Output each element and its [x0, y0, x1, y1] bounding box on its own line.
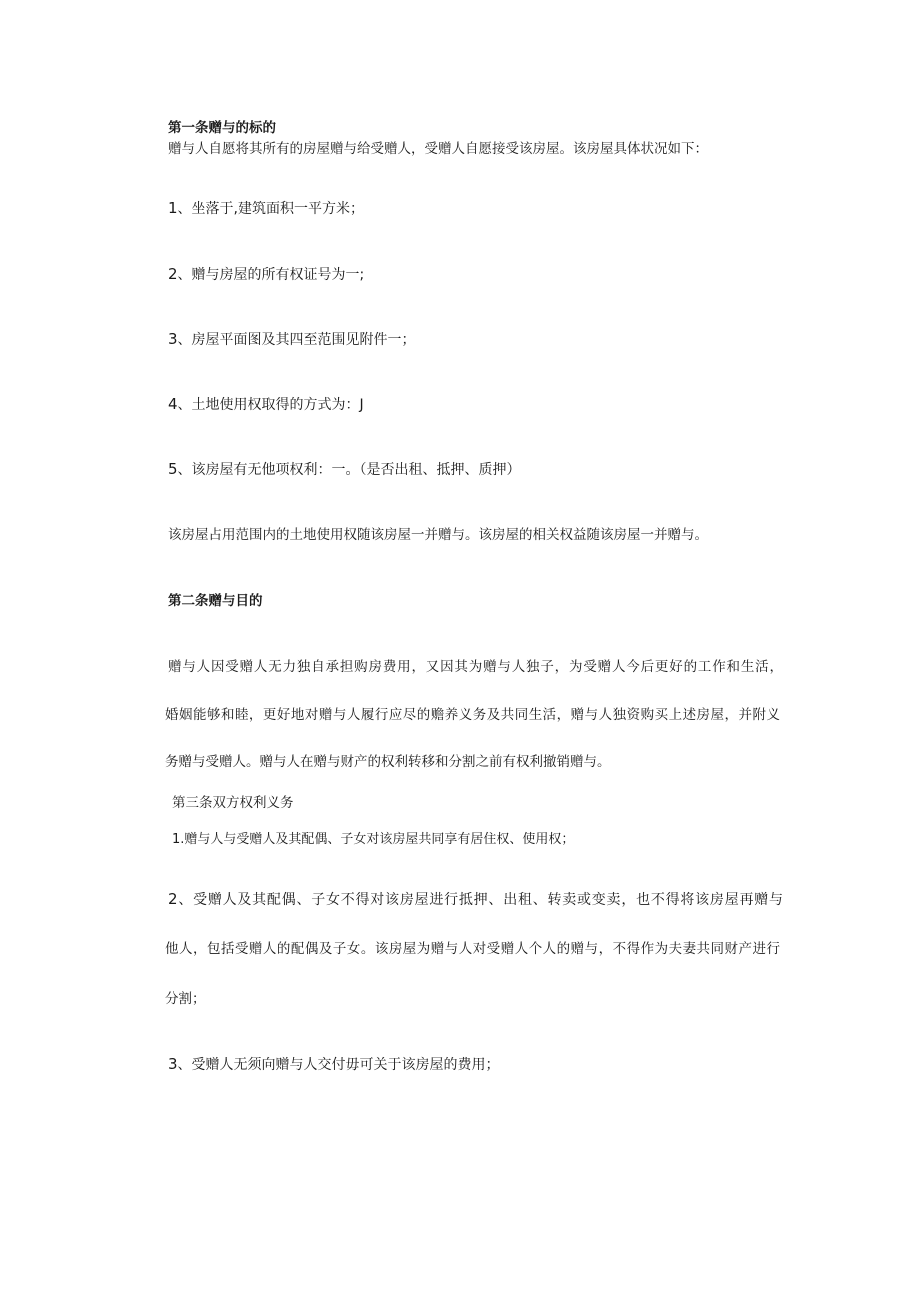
- article1-item-4: [168, 395, 364, 414]
- article1-heading: 第一条赠与的标的: [168, 120, 276, 136]
- item-number: 3: [168, 330, 178, 348]
- article1-item-1: [168, 199, 364, 218]
- article2-line-3: 务赠与受赠人。赠与人在赠与财产的权利转移和分割之前有权利撤销赠与。: [165, 754, 611, 770]
- item-number: 2: [168, 265, 178, 283]
- item-text: 、受赠人无须向赠与人交付毋可关于该房屋的费用；: [177, 1057, 500, 1073]
- item-text: 、该房屋有无他项权利：一。（是否出租、抵押、质押）: [177, 462, 521, 478]
- article2-line-2: 婚姻能够和睦，更好地对赠与人履行应尽的赡养义务及共同生活，赠与人独资购买上述房屋，并附义: [165, 707, 780, 723]
- item-text: 、房屋平面图及其四至范围见附件一；: [177, 332, 416, 348]
- article3-item-3: [168, 1055, 500, 1074]
- article1-item-3: [168, 330, 416, 349]
- article3-heading: 第三条双方权利义务: [172, 795, 294, 811]
- item-text: 、受赠人及其配偶、子女不得对该房屋进行抵押、出租、转卖或变卖，也不得将该房屋再赠与: [177, 892, 783, 908]
- article1-item-2: [168, 265, 364, 284]
- item-number: 3: [168, 1055, 178, 1073]
- item-number: 1: [168, 199, 178, 217]
- article3-item-1: 1.赠与人与受赠人及其配偶、子女对该房屋共同享有居住权、使用权；: [172, 832, 575, 847]
- item-text: 、土地使用权取得的方式为：J: [177, 397, 364, 413]
- article1-intro: 赠与人自愿将其所有的房屋赠与给受赠人，受赠人自愿接受该房屋。该房屋具体状况如下：: [168, 141, 708, 157]
- item-text: 、赠与房屋的所有权证号为一;: [177, 267, 365, 283]
- article3-item-2-line-3: 分割；: [165, 991, 206, 1007]
- item-number: 5: [168, 460, 178, 478]
- article1-item-5: [168, 460, 521, 479]
- article2-line-1: 赠与人因受赠人无力独自承担购房费用，又因其为赠与人独子，为受赠人今后更好的工作和生活，: [168, 659, 783, 675]
- article2-heading: 第二条赠与目的: [168, 593, 263, 609]
- item-number: 4: [168, 395, 178, 413]
- item-number: 2: [168, 890, 178, 908]
- item-text: 、坐落于,建筑面积一平方米；: [177, 201, 364, 217]
- article3-item-2-line-2: 他人，包括受赠人的配偶及子女。该房屋为赠与人对受赠人个人的赠与，不得作为夫妻共同财产进行: [165, 941, 780, 957]
- article1-closing: 该房屋占用范围内的土地使用权随该房屋一并赠与。该房屋的相关权益随该房屋一并赠与。: [168, 527, 708, 543]
- article3-item-2-line-1: [168, 890, 783, 909]
